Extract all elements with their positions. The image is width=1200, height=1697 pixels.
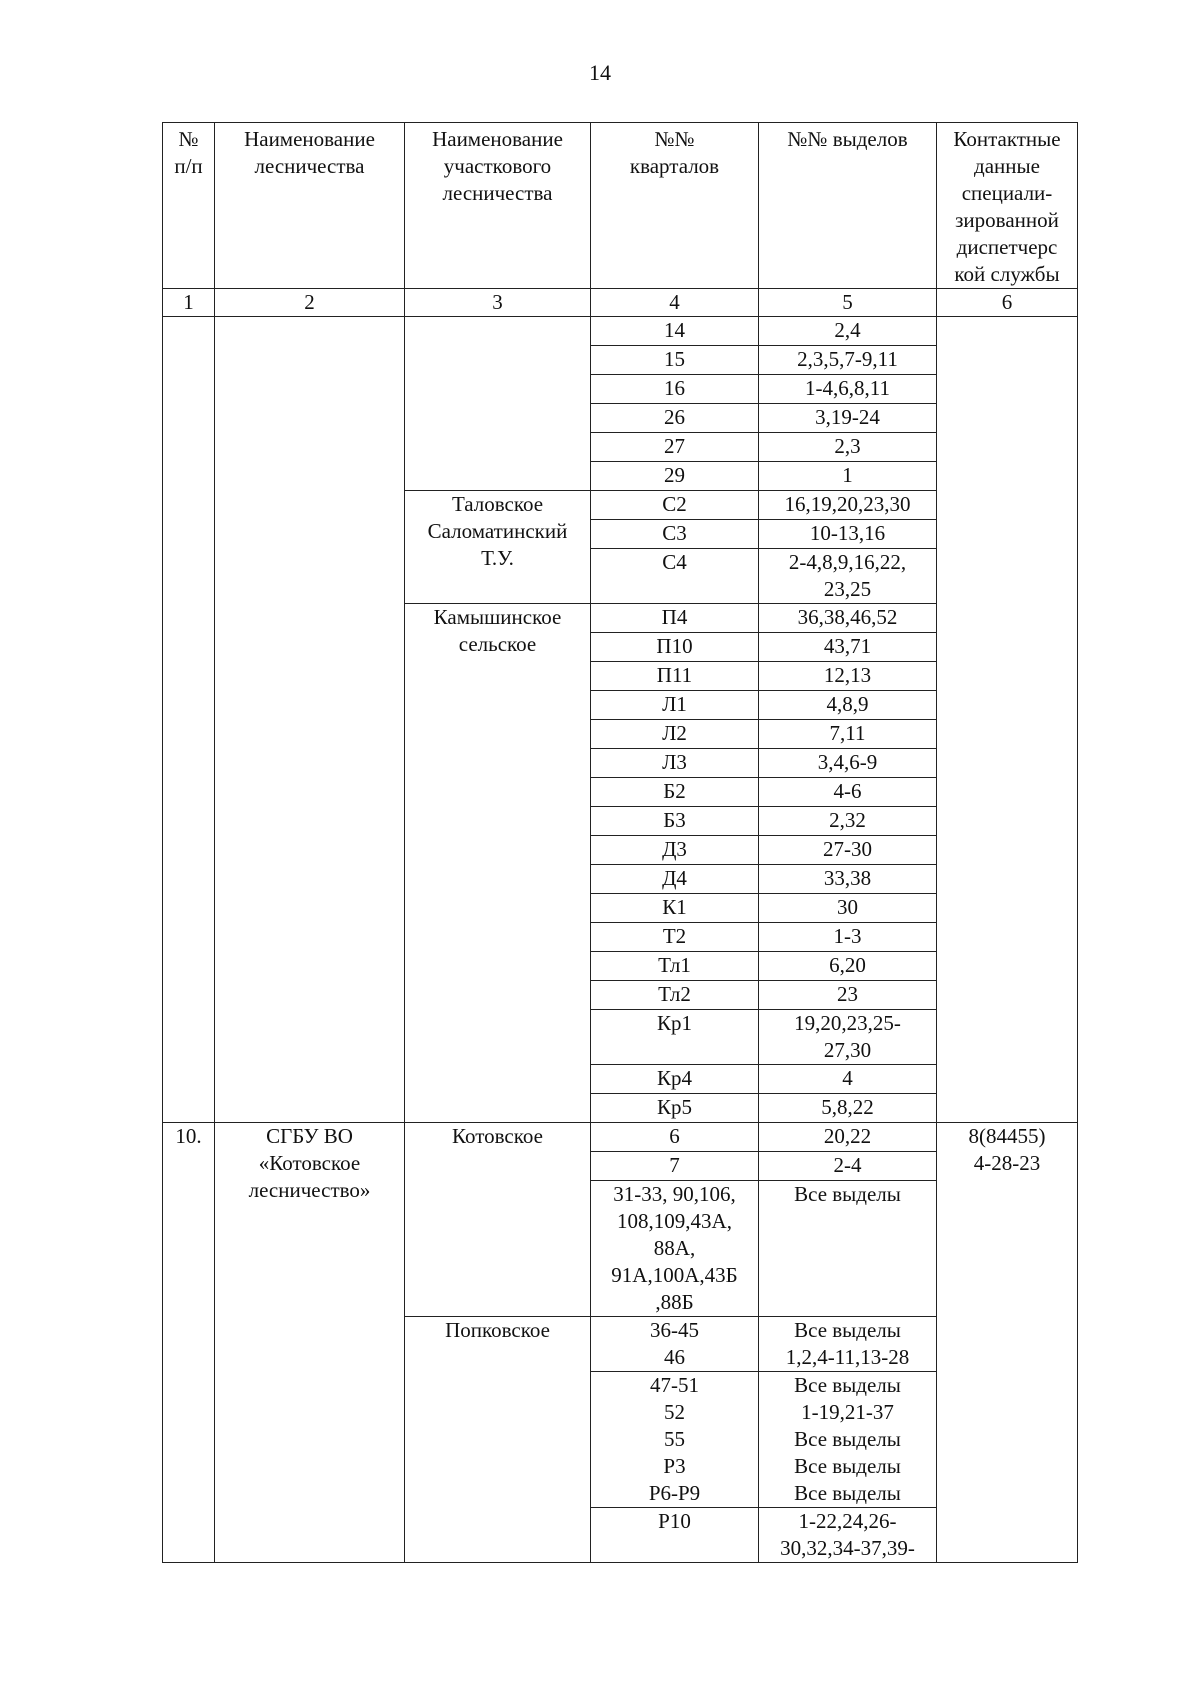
table-row bbox=[163, 317, 1078, 346]
quarter-cell: 27 bbox=[591, 433, 759, 462]
quarter-cell: С3 bbox=[591, 520, 759, 549]
quarter-cell: П11 bbox=[591, 662, 759, 691]
quarter-cell: Б3 bbox=[591, 807, 759, 836]
header-quarters: №№ кварталов bbox=[591, 123, 759, 289]
header-number: № п/п bbox=[163, 123, 215, 289]
allotment-cell: 2,32 bbox=[759, 807, 937, 836]
allotment-cell: Все выделы 1,2,4-11,13-28 bbox=[759, 1317, 937, 1372]
allotment-cell: 2,3 bbox=[759, 433, 937, 462]
allotment-cell: 5,8,22 bbox=[759, 1094, 937, 1123]
number-cell bbox=[163, 317, 215, 1123]
quarter-cell: Д3 bbox=[591, 836, 759, 865]
allotment-cell: 1-22,24,26- 30,32,34-37,39- bbox=[759, 1508, 937, 1563]
quarter-cell: П10 bbox=[591, 633, 759, 662]
allotment-cell: 20,22 bbox=[759, 1123, 937, 1152]
column-number: 4 bbox=[591, 289, 759, 317]
quarter-cell: Кр5 bbox=[591, 1094, 759, 1123]
quarter-cell: Л1 bbox=[591, 691, 759, 720]
district-name-cell: Камышинское сельское bbox=[405, 604, 591, 1123]
number-cell: 10. bbox=[163, 1123, 215, 1563]
allotment-cell: 4,8,9 bbox=[759, 691, 937, 720]
allotment-cell: 7,11 bbox=[759, 720, 937, 749]
allotment-cell: 3,4,6-9 bbox=[759, 749, 937, 778]
allotment-cell: 33,38 bbox=[759, 865, 937, 894]
quarter-cell: 15 bbox=[591, 346, 759, 375]
allotment-cell: 1-4,6,8,11 bbox=[759, 375, 937, 404]
header-allotments: №№ выделов bbox=[759, 123, 937, 289]
allotment-cell: 19,20,23,25- 27,30 bbox=[759, 1010, 937, 1065]
column-number: 5 bbox=[759, 289, 937, 317]
column-number: 3 bbox=[405, 289, 591, 317]
column-number: 2 bbox=[215, 289, 405, 317]
allotment-cell: 2-4,8,9,16,22, 23,25 bbox=[759, 549, 937, 604]
allotment-cell: 2,3,5,7-9,11 bbox=[759, 346, 937, 375]
district-name-cell bbox=[405, 317, 591, 491]
allotment-cell: Все выделы 1-19,21-37 Все выделы Все выделы Все выделы bbox=[759, 1372, 937, 1508]
contact-cell bbox=[937, 317, 1078, 1123]
quarter-cell: 31-33, 90,106, 108,109,43А, 88А, 91А,100А,43Б ,88Б bbox=[591, 1181, 759, 1317]
allotment-cell: 2-4 bbox=[759, 1152, 937, 1181]
quarter-cell: 16 bbox=[591, 375, 759, 404]
quarter-cell: К1 bbox=[591, 894, 759, 923]
quarter-cell: Л2 bbox=[591, 720, 759, 749]
quarter-cell: 14 bbox=[591, 317, 759, 346]
quarter-cell: Тл1 bbox=[591, 952, 759, 981]
allotment-cell: 27-30 bbox=[759, 836, 937, 865]
district-name-cell: Попковское bbox=[405, 1317, 591, 1563]
forestry-name-cell: СГБУ ВО «Котовское лесничество» bbox=[215, 1123, 405, 1563]
allotment-cell: 10-13,16 bbox=[759, 520, 937, 549]
forestry-name-cell bbox=[215, 317, 405, 1123]
quarter-cell: Кр1 bbox=[591, 1010, 759, 1065]
allotment-cell: Все выделы bbox=[759, 1181, 937, 1317]
quarter-cell: Л3 bbox=[591, 749, 759, 778]
table-row bbox=[163, 1123, 1078, 1152]
allotment-cell: 30 bbox=[759, 894, 937, 923]
quarter-cell: Д4 bbox=[591, 865, 759, 894]
allotment-cell: 4-6 bbox=[759, 778, 937, 807]
quarter-cell: 36-45 46 bbox=[591, 1317, 759, 1372]
allotment-cell: 4 bbox=[759, 1065, 937, 1094]
quarter-cell: С4 bbox=[591, 549, 759, 604]
allotment-cell: 36,38,46,52 bbox=[759, 604, 937, 633]
allotment-cell: 1 bbox=[759, 462, 937, 491]
quarter-cell: Кр4 bbox=[591, 1065, 759, 1094]
district-name-cell: Таловское Саломатинский Т.У. bbox=[405, 491, 591, 604]
header-district-name: Наименование участкового лесничества bbox=[405, 123, 591, 289]
quarter-cell: П4 bbox=[591, 604, 759, 633]
allotment-cell: 12,13 bbox=[759, 662, 937, 691]
quarter-cell: С2 bbox=[591, 491, 759, 520]
quarter-cell: 47-51 52 55 Р3 Р6-Р9 bbox=[591, 1372, 759, 1508]
allotment-cell: 1-3 bbox=[759, 923, 937, 952]
quarter-cell: Тл2 bbox=[591, 981, 759, 1010]
quarter-cell: Б2 bbox=[591, 778, 759, 807]
quarter-cell: 7 bbox=[591, 1152, 759, 1181]
contact-cell: 8(84455) 4-28-23 bbox=[937, 1123, 1078, 1563]
column-number-row bbox=[163, 289, 1078, 317]
quarter-cell: 26 bbox=[591, 404, 759, 433]
column-number: 1 bbox=[163, 289, 215, 317]
table-header-row bbox=[163, 123, 1078, 289]
district-name-cell: Котовское bbox=[405, 1123, 591, 1317]
allotment-cell: 3,19-24 bbox=[759, 404, 937, 433]
quarter-cell: Т2 bbox=[591, 923, 759, 952]
quarter-cell: 29 bbox=[591, 462, 759, 491]
forest-districts-table bbox=[162, 122, 1078, 1563]
allotment-cell: 2,4 bbox=[759, 317, 937, 346]
quarter-cell: Р10 bbox=[591, 1508, 759, 1563]
page-number: 14 bbox=[589, 60, 611, 85]
column-number: 6 bbox=[937, 289, 1078, 317]
header-contacts: Контактные данные специали- зированной диспетчерс кой службы bbox=[937, 123, 1078, 289]
allotment-cell: 16,19,20,23,30 bbox=[759, 491, 937, 520]
header-forestry-name: Наименование лесничества bbox=[215, 123, 405, 289]
allotment-cell: 43,71 bbox=[759, 633, 937, 662]
allotment-cell: 23 bbox=[759, 981, 937, 1010]
allotment-cell: 6,20 bbox=[759, 952, 937, 981]
quarter-cell: 6 bbox=[591, 1123, 759, 1152]
